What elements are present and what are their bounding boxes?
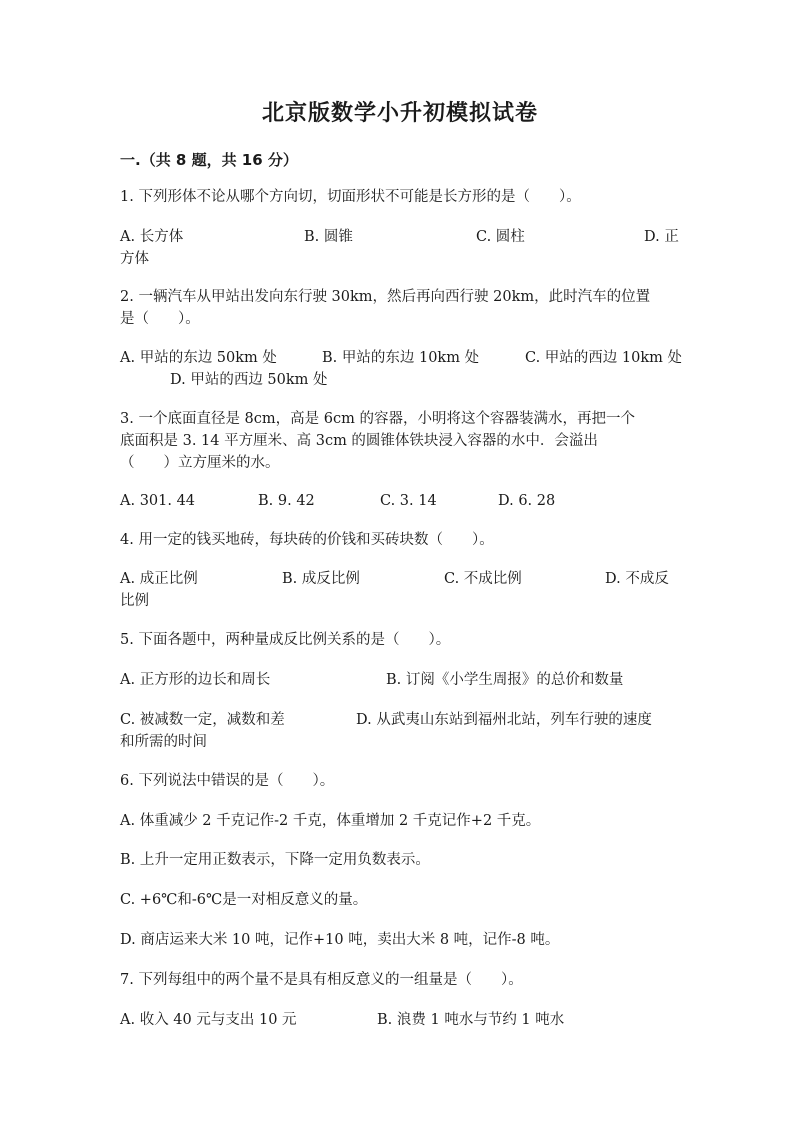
section-heading: 一.（共 8 题，共 16 分） [120, 151, 298, 169]
question-2-option-a: A. 甲站的东边 50km 处 [120, 350, 277, 366]
question-4-option-a: A. 成正比例 [120, 571, 198, 587]
question-3-stem-line-3: （ ）立方厘米的水。 [120, 455, 280, 471]
question-5-stem: 5. 下面各题中，两种量成反比例关系的是（ ）。 [120, 632, 451, 648]
question-5-option-d-cont: 和所需的时间 [120, 734, 207, 750]
question-7-stem: 7. 下列每组中的两个量不是具有相反意义的一组量是（ ）。 [120, 972, 523, 988]
question-4-option-c: C. 不成比例 [444, 571, 522, 587]
question-3-stem-line-2: 底面积是 3. 14 平方厘米、高 3cm 的圆锥体铁块浸入容器的水中．会溢出 [120, 433, 598, 449]
question-4-option-b: B. 成反比例 [282, 571, 360, 587]
question-3-option-a: A. 301. 44 [120, 493, 196, 509]
question-2-option-d: D. 甲站的西边 50km 处 [170, 372, 328, 388]
question-6-stem: 6. 下列说法中错误的是（ ）。 [120, 773, 335, 789]
question-1-option-b: B. 圆锥 [304, 229, 353, 245]
question-6-option-c: C. +6℃和-6℃是一对相反意义的量。 [120, 892, 368, 908]
question-6-option-a: A. 体重减少 2 千克记作-2 千克，体重增加 2 千克记作+2 千克。 [120, 813, 541, 829]
question-6-option-d: D. 商店运来大米 10 吨，记作+10 吨，卖出大米 8 吨，记作-8 吨。 [120, 932, 560, 948]
exam-title: 北京版数学小升初模拟试卷 [261, 101, 538, 126]
question-1-option-d: D. 正 [644, 229, 679, 245]
question-1-option-d-cont: 方体 [120, 251, 149, 267]
question-1-stem: 1. 下列形体不论从哪个方向切，切面形状不可能是长方形的是（ ）。 [120, 189, 581, 205]
question-4-option-d-cont: 比例 [120, 593, 149, 609]
question-4-stem: 4. 用一定的钱买地砖，每块砖的价钱和买砖块数（ ）。 [120, 532, 494, 548]
question-1-option-a: A. 长方体 [120, 229, 184, 245]
question-5-option-c: C. 被减数一定，减数和差 [120, 712, 285, 728]
question-6-option-b: B. 上升一定用正数表示，下降一定用负数表示。 [120, 852, 430, 868]
question-7-option-a: A. 收入 40 元与支出 10 元 [120, 1012, 297, 1028]
question-2-stem-line-2: 是（ ）。 [120, 311, 200, 327]
question-3-stem-line-1: 3. 一个底面直径是 8cm，高是 6cm 的容器，小明将这个容器装满水，再把一个 [120, 411, 635, 427]
question-3-option-b: B. 9. 42 [258, 493, 315, 509]
question-1-option-c: C. 圆柱 [476, 229, 525, 245]
question-2-stem-line-1: 2. 一辆汽车从甲站出发向东行驶 30km，然后再向西行驶 20km，此时汽车的位置 [120, 289, 651, 305]
question-2-option-c: C. 甲站的西边 10km 处 [525, 350, 683, 366]
question-2-option-b: B. 甲站的东边 10km 处 [322, 350, 480, 366]
question-4-option-d: D. 不成反 [605, 571, 669, 587]
question-7-option-b: B. 浪费 1 吨水与节约 1 吨水 [377, 1012, 565, 1028]
question-5-option-d: D. 从武夷山东站到福州北站，列车行驶的速度 [356, 712, 652, 728]
question-5-option-a: A. 正方形的边长和周长 [120, 672, 271, 688]
question-3-option-c: C. 3. 14 [380, 493, 437, 509]
question-5-option-b: B. 订阅《小学生周报》的总价和数量 [386, 672, 624, 688]
question-3-option-d: D. 6. 28 [498, 493, 556, 509]
